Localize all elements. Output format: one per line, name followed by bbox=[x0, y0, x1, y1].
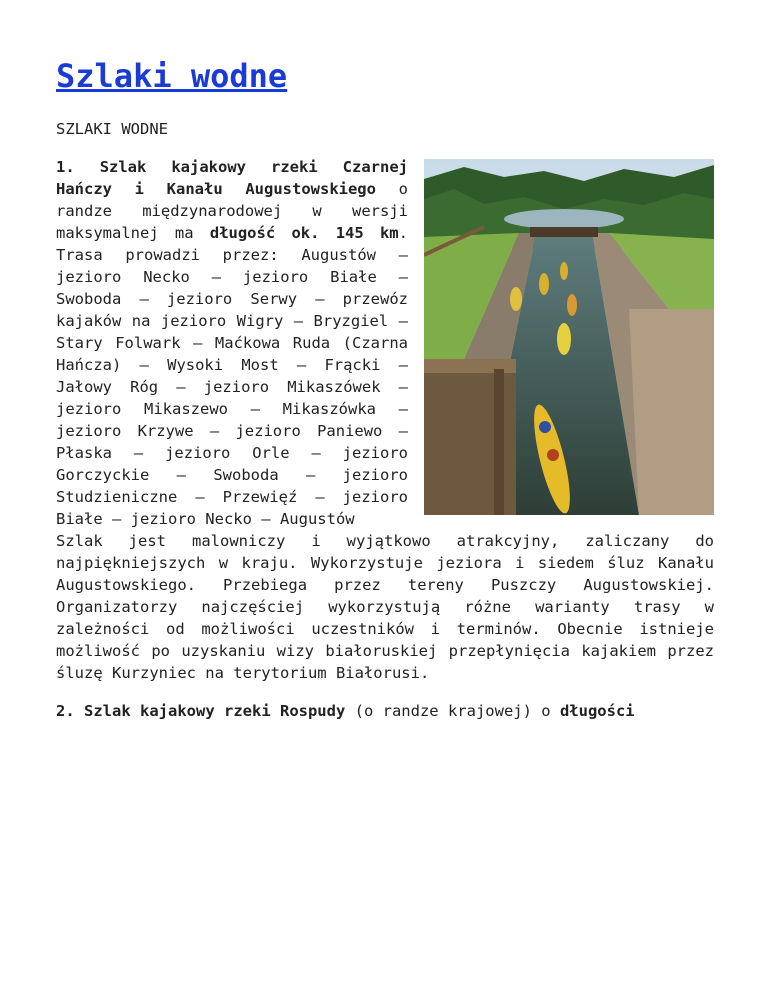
page-title-link[interactable]: Szlaki wodne bbox=[56, 57, 288, 95]
trail-2-paragraph bbox=[56, 700, 714, 722]
trail-1-text: o randze międzynarodowej w wersji maksymalnej ma bbox=[56, 180, 408, 242]
trail-2-name: 2. Szlak kajakowy rzeki Rospudy bbox=[56, 702, 346, 720]
section-subheading: SZLAKI WODNE bbox=[56, 120, 168, 138]
trail-1-length: długość ok. 145 km bbox=[209, 224, 399, 242]
trail-1-route: . Trasa prowadzi przez: Augustów – jezioro Necko – jezioro Białe – Swoboda – jezioro Serwy – przewóz kajaków na jezioro Wigry – Bryzgiel – Stary Folwark – Maćkowa Ruda (Czarna Hańcza) – Wysoki Most – Frącki – Jałowy Róg – jezioro Mikaszówek – jezioro Mikaszewo – Mikaszówka – jezioro Krzywe – jezioro Paniewo – Płaska – jezioro Orle – jezioro Gorczyckie – Swoboda – jezioro Studzieniczne – Przewięź – jezioro Białe – jezioro Necko – Augustów bbox=[56, 224, 408, 528]
article bbox=[56, 0, 714, 722]
canal-lock-kayaks-photo bbox=[424, 159, 714, 515]
trail-1-description: Szlak jest malowniczy i wyjątkowo atrakcyjny, zaliczany do najpiękniejszych w kraju. Wykorzystuje jeziora i siedem śluz Kanału Augustowskiego. Przebiega przez tereny Puszczy Augustowskiej. Organizatorzy najczęściej wykorzystują różne warianty trasy w zależności od możliwości uczestników i terminów. Obecnie istnieje możliwość po uzyskaniu wizy białoruskiej przepłynięcia kajakiem przez śluzę Kurzyniec na terytorium Białorusi. bbox=[56, 532, 714, 682]
trail-2-length: długości bbox=[559, 702, 635, 720]
trail-1-paragraph bbox=[56, 156, 714, 684]
trail-2-text: (o randze krajowej) o bbox=[345, 702, 560, 720]
trail-1-name: 1. Szlak kajakowy rzeki Czarnej Hańczy i Kanału Augustowskiego bbox=[56, 158, 408, 198]
